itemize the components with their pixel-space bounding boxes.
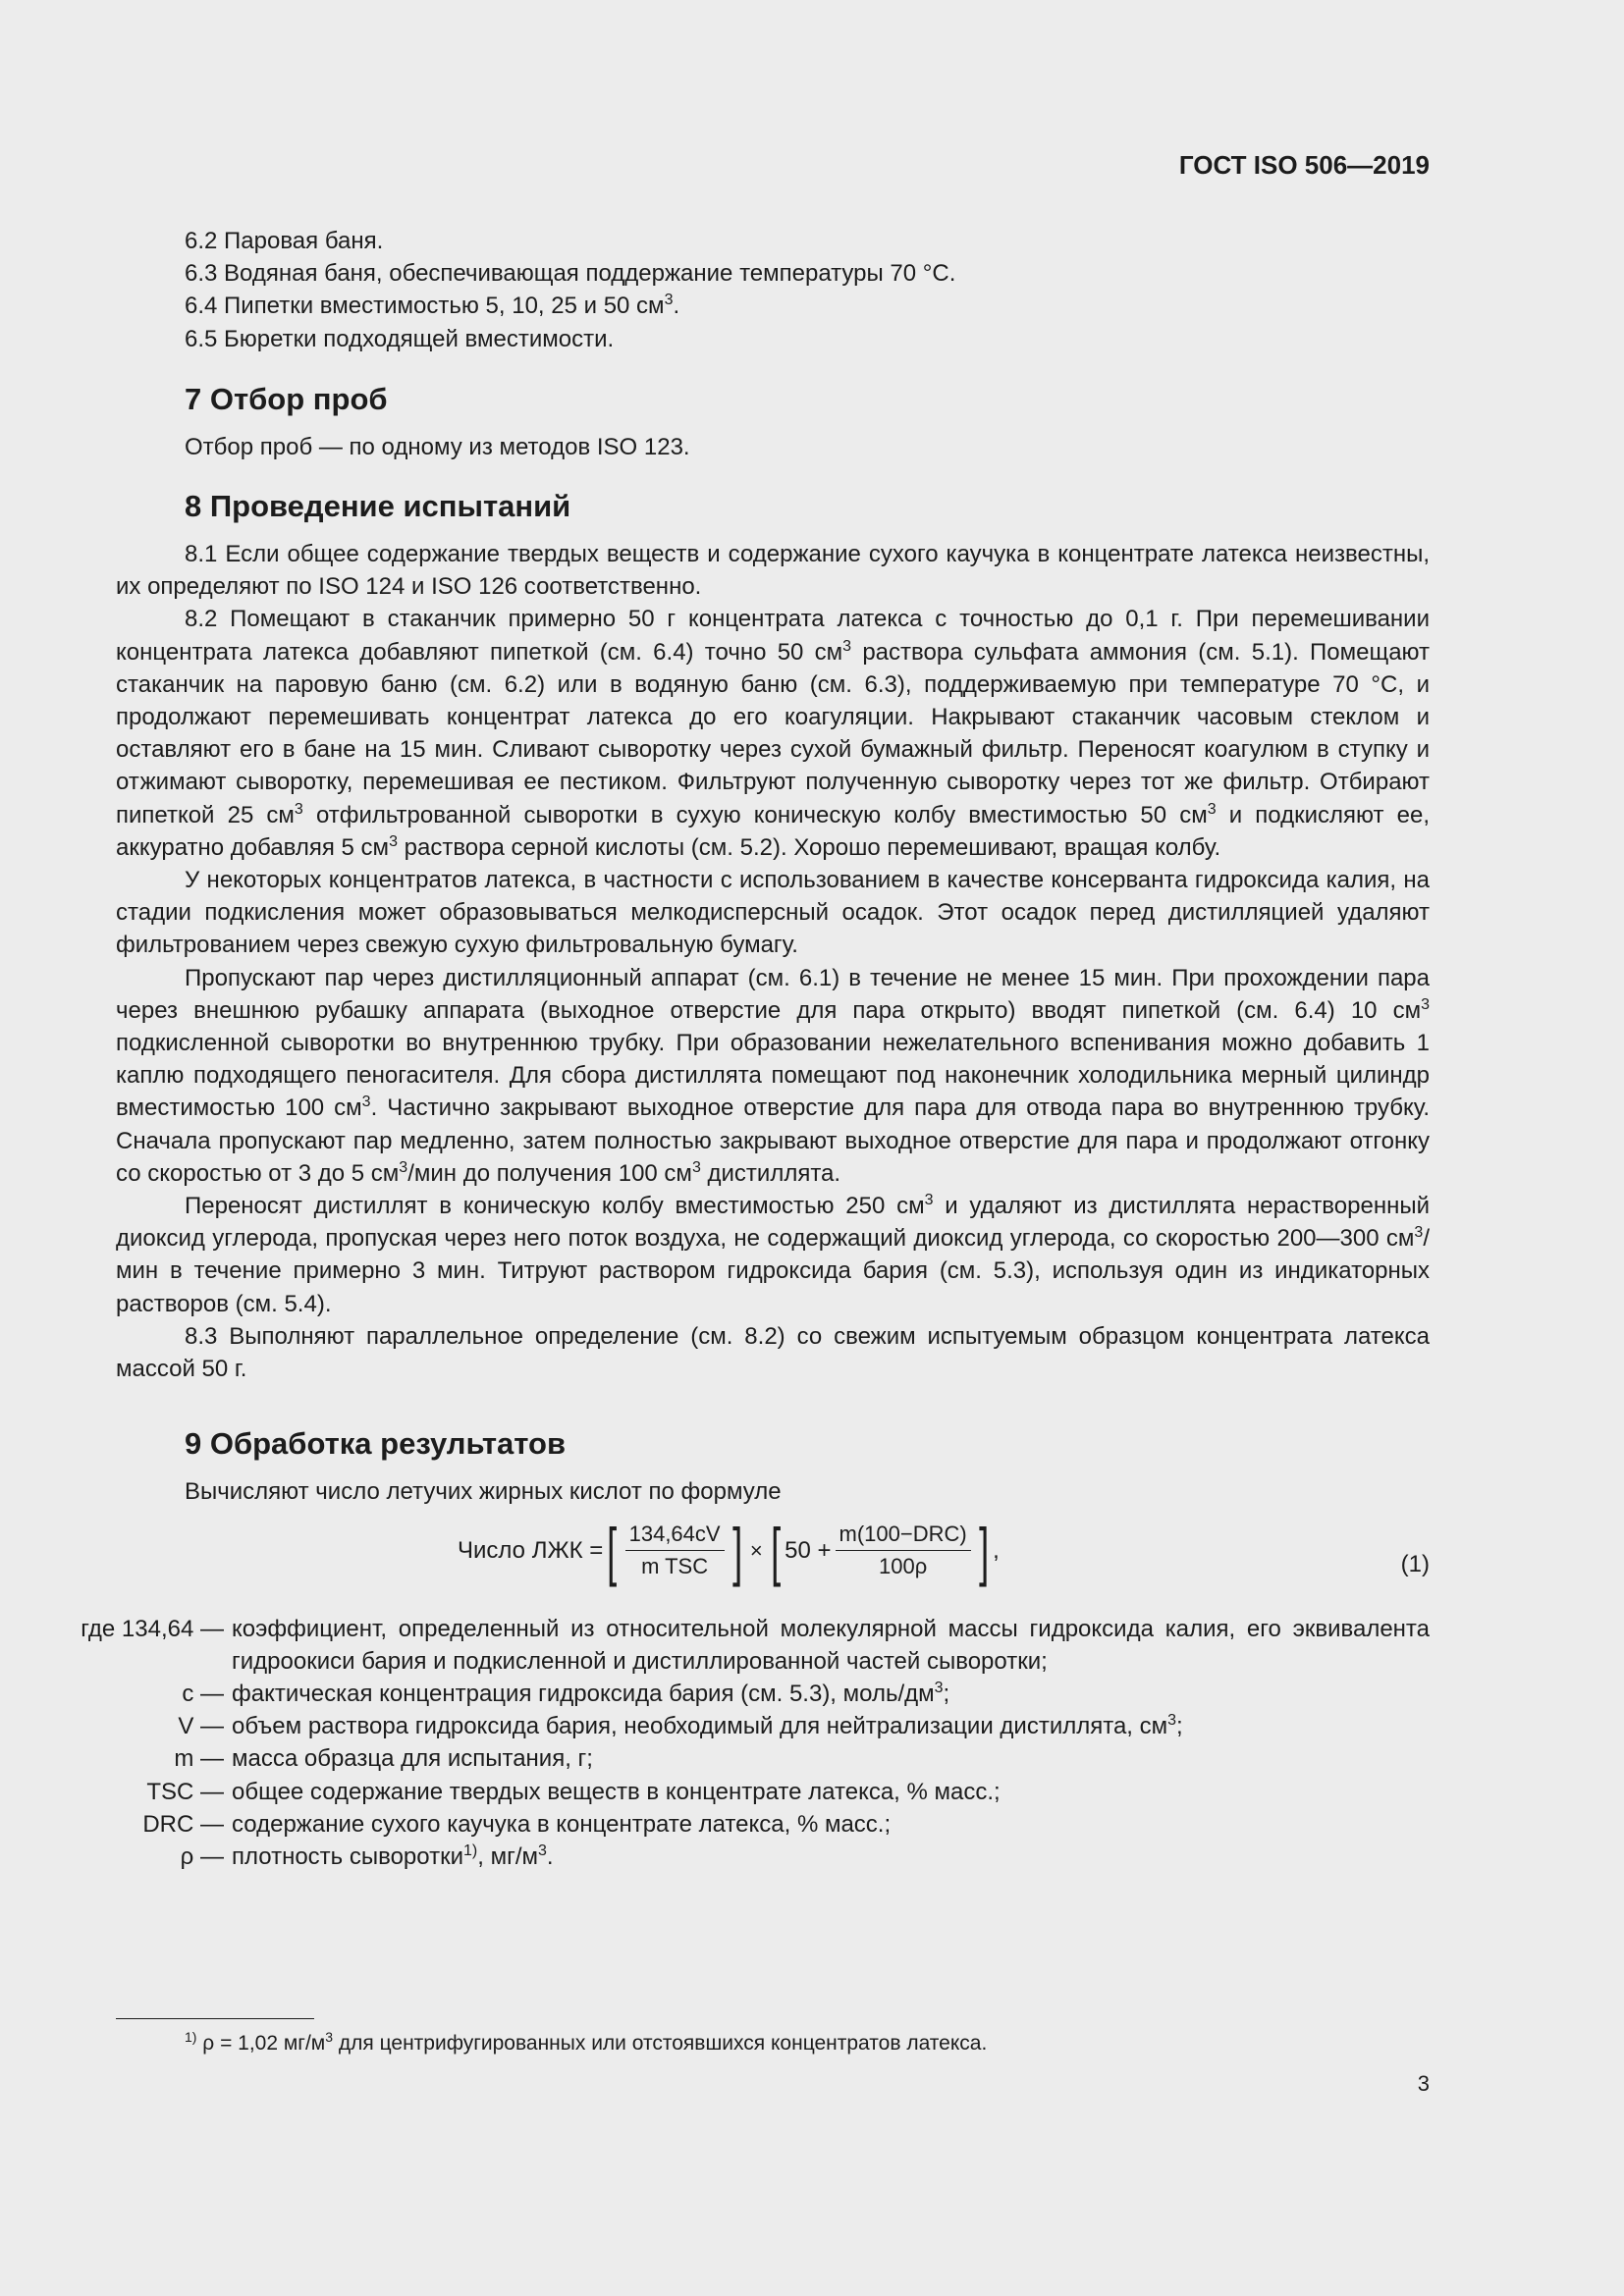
- left-bracket: [: [607, 1514, 618, 1587]
- formula-tail: ,: [993, 1536, 1000, 1564]
- fraction-1-numerator: 134,64cV: [625, 1521, 725, 1551]
- section-8-heading: 8 Проведение испытаний: [185, 489, 571, 524]
- list-item: 6.4 Пипетки вместимостью 5, 10, 25 и 50 $см^3$.: [185, 292, 680, 320]
- paragraph-8-3: 8.3 Выполняют параллельное определение (см. 8.2) со свежим испытуемым образцом концентрата латекса массой 50 г.: [116, 1322, 1430, 1383]
- formula-1: [116, 1509, 1430, 1613]
- list-item: 6.5 Бюретки подходящей вместимости.: [185, 325, 615, 352]
- paragraph-8-2: 8.2 Помещают в стаканчик примерно 50 г концентрата латекса с точностью до 0,1 г. При перемешивании концентрата латекса добавляют пипеткой (см. 6.4) точно 50 $см^3$ раствора сульфата аммония (см. 5.1). Помещают стаканчик на паровую баню (см. 6.2) или в водяную баню (см. 6.3), поддерживаемую при температуре 70 °С, и продолжают перемешивать концентрат латекса до его коагуляции. Накрывают стаканчик часовым стеклом и оставляют его в бане на 15 мин. Сливают сыворотку через сухой бумажный фильтр. Переносят коагулюм в ступку и отжимают сыворотку, перемешивая ее пестиком. Фильтруют полученную сыворотку через тот же фильтр. Отбирают пипеткой 25 $см^3$ отфильтрованной сыворотки в сухую коническую колбу вместимостью 50 $см^3$ и подкисляют ее, аккуратно добавляя 5 $см^3$ раствора серной кислоты (см. 5.2). Хорошо перемешивают, вращая колбу.: [116, 606, 1431, 861]
- section-7-heading: 7 Отбор проб: [185, 381, 388, 416]
- left-bracket: [: [770, 1514, 781, 1587]
- fraction-2-numerator: m(100−DRC): [836, 1521, 971, 1551]
- fraction-1-denominator: m TSC: [641, 1554, 709, 1578]
- right-bracket: ]: [978, 1514, 989, 1587]
- formula-fifty: 50 +: [785, 1536, 832, 1564]
- page-number: 3: [1417, 2071, 1430, 2096]
- definition-row: где 134,64 — коэффициент, определенный из относительной молекулярной массы гидроксида калия, его эквивалента гидроокиси бария и подкисленной и дистиллированной частей сыворотки;: [81, 1615, 1430, 1675]
- paragraph-8-1: 8.1 Если общее содержание твердых веществ и содержание сухого каучука в концентрате латекса неизвестны, их определяют по ISO 124 и ISO 126 соответственно.: [116, 541, 1430, 601]
- definition-row: V — объем раствора гидроксида бария, необходимый для нейтрализации дистиллята, $см^3$;: [178, 1712, 1183, 1740]
- formula-lhs: Число ЛЖК =: [458, 1536, 604, 1564]
- page-content: [81, 225, 1431, 1873]
- fraction-2: [836, 1521, 971, 1580]
- formula-number: (1): [1400, 1550, 1430, 1577]
- definition-row: c — фактическая концентрация гидроксида бария (см. 5.3), моль/$дм^3$;: [182, 1679, 950, 1707]
- times-operator: ×: [749, 1537, 763, 1563]
- paragraph-8-2-titration: Переносят дистиллят в коническую колбу вместимостью 250 $см^3$ и удаляют из дистиллята нерастворенный диоксид углерода, пропуская через него поток воздуха, не содержащий диоксид углерода, со скоростью 200—300 $см^3$/мин в течение примерно 3 мин. Титруют раствором гидроксида бария (см. 5.3), используя один из индикаторных растворов (см. 5.4).: [116, 1192, 1430, 1317]
- right-bracket: ]: [731, 1514, 742, 1587]
- variable-definitions: [81, 1613, 1430, 1874]
- footnote-mark: 1): [185, 2029, 197, 2045]
- document-code-header: ГОСТ ISO 506—2019: [1178, 150, 1430, 180]
- list-item: 6.3 Водяная баня, обеспечивающая поддержание температуры 70 °С.: [185, 260, 956, 288]
- definition-row: DRC — содержание сухого каучука в концентрате латекса, % масс.;: [142, 1810, 892, 1838]
- definition-row: ρ — плотность сыворотки$^{1)}$, $мг/м^3$.: [180, 1842, 554, 1870]
- footnote: $^{1)}$ ρ = 1,02 $мг/м^3$ для центрифугированных или отстоявшихся концентратов латекса.: [185, 2029, 988, 2055]
- fraction-1: [625, 1521, 725, 1580]
- section-9-intro: Вычисляют число летучих жирных кислот по формуле: [185, 1478, 782, 1506]
- paragraph-8-2-distillation: Пропускают пар через дистилляционный аппарат (см. 6.1) в течение не менее 15 мин. При прохождении пара через внешнюю рубашку аппарата (выходное отверстие для пара открыто) вводят пипеткой (см. 6.4) 10 $см^3$ подкисленной сыворотки во внутреннюю трубку. При образовании нежелательного вспенивания можно добавить 1 каплю подходящего пеногасителя. Для сбора дистиллята помещают под наконечник холодильника мерный цилиндр вместимостью 100 $см^3$. Частично закрывают выходное отверстие для пара для отвода пара во внутреннюю трубку. Сначала пропускают пар медленно, затем полностью закрывают выходное отверстие для пара и продолжают отгонку со скоростью от 3 до 5 $см^3$/мин до получения 100 $см^3$ дистиллята.: [116, 964, 1430, 1187]
- fraction-2-denominator: 100ρ: [879, 1554, 928, 1578]
- section-9-heading: 9 Обработка результатов: [185, 1426, 567, 1462]
- definition-row: m — масса образца для испытания, г;: [174, 1745, 593, 1773]
- list-item: 6.2 Паровая баня.: [185, 228, 384, 254]
- footnote-separator: [116, 2018, 314, 2019]
- section-7-text: Отбор проб — по одному из методов ISO 123.: [185, 433, 690, 460]
- definition-row: TSC — общее содержание твердых веществ в концентрате латекса, % масс.;: [146, 1778, 1001, 1805]
- paragraph-8-2-note: У некоторых концентратов латекса, в частности с использованием в качестве консерванта гидроксида калия, на стадии подкисления может образовываться мелкодисперсный осадок. Этот осадок перед дистилляцией удаляют фильтрованием через свежую сухую фильтровальную бумагу.: [116, 867, 1430, 959]
